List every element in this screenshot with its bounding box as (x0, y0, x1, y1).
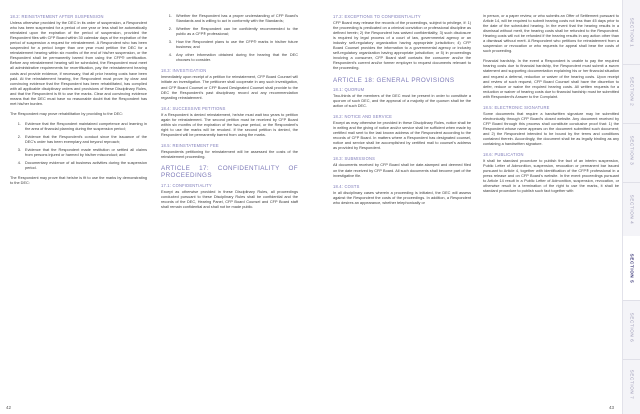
section-notice-service (333, 114, 471, 151)
section-electronic-signature (483, 105, 619, 147)
tab-label: SECTION 6 (629, 312, 634, 342)
section-heading: 18.3: SUBMISSIONS (333, 156, 376, 162)
right-page (320, 0, 640, 414)
numbered-list (10, 122, 147, 171)
section-heading: 18.4: SUCCESSIVE PETITIONS (161, 105, 226, 111)
section-submissions (333, 156, 471, 178)
article-heading: ARTICLE 18: GENERAL PROVISIONS (333, 76, 455, 84)
section-reinstatement-fee (161, 143, 298, 160)
tab-section-5[interactable] (623, 236, 640, 301)
section-heading: 18.3: INVESTIGATION (161, 68, 207, 74)
list-item: 3. How the Respondent plans to use the CFP® marks in his/her future business; and (173, 40, 298, 50)
section-successive-petitions (161, 106, 298, 138)
section-sidebar (622, 0, 640, 414)
paragraph: CFP Board may release the records of the proceedings, subject to privilege, if: 1) the proceeding is predicated on a criminal conviction or professional discipline as defined herein; 2) the Respondent has waived confidentiality; 3) such disclosure is required by legal process of a court of law, governmental agency or an industry self-regulatory organization having appropriate jurisdiction; 4) CFP Board Counsel provides the information to a governmental agency or industry self-regulatory organization having appropriate jurisdiction; or 5) in proceedings involving a consumer, CFP Board staff contacts the consumer and/or the Respondent's current and/or former employer to request documents relevant to the proceeding. (333, 21, 471, 71)
paragraph: Two-thirds of the members of the DEC must be present in order to constitute a quorum of such DEC, and the approval of a majority of the quorum shall be the action of such DEC. (333, 93, 471, 109)
page-number: 43 (608, 405, 614, 410)
tab-label: SECTION 5 (629, 253, 634, 283)
tab-section-6[interactable] (623, 295, 640, 360)
section-heading: 18.5: ELECTRONIC SIGNATURE (483, 104, 550, 110)
section-investigation (161, 68, 298, 100)
numbered-list (161, 14, 298, 63)
section-heading: 18.1: QUORUM (333, 86, 365, 92)
tab-label: SECTION 3 (629, 135, 634, 165)
tab-label: SECTION 2 (629, 76, 634, 106)
section-heading: 18.2: NOTICE AND SERVICE (333, 114, 393, 120)
paragraph: in person, or a paper review, or who submits an Offer of Settlement pursuant to Article 14, will be required to submit hearing costs not less than 45 days prior to the date of the scheduled hearing. In the event that the hearing results in a dismissal without merit, the hearing costs shall be refunded to the Respondent. Hearing costs will not be refunded if the hearing results in any action other than a dismissal without merit. A Respondent who petitions for reinstatement from a suspension or revocation or who requests for appeal shall bear the costs of such proceeding. (483, 14, 619, 54)
section-heading: 18.4: COSTS (333, 183, 360, 189)
paragraph: The Respondent may prove rehabilitation by providing to the DEC: (10, 111, 124, 116)
tab-section-7[interactable] (623, 354, 640, 414)
tab-label: SECTION 1 (629, 17, 634, 47)
list-item: 4. Any other information obtained during the hearing that the DEC chooses to consider. (173, 53, 298, 63)
list-item: 3. Evidence that the Respondent made restitution or settled all claims from persons injured or harmed by his/her misconduct; and (22, 148, 147, 158)
section-publication (483, 152, 619, 194)
list-item: 2. Whether the Respondent can be confidently recommended to the public as a CFP® professional; (173, 27, 298, 37)
paragraph: Unless otherwise provided by the DEC in its order of suspension, a Respondent who has been suspended for a period of one year or less shall be automatically reinstated upon the expiration of the period of suspension, provided the Respondent files with CFP Board within 30 calendar days of the expiration of the period of suspension a request for reinstatement. A Respondent who has been suspended for a period longer than one year must petition the DEC for a reinstatement hearing within six months of the end of his/her suspension, or the Respondent shall be permanently barred from using the CFP® certification. Before any reinstatement hearing will be scheduled, the Respondent must meet all administrative requirements for recertification, pay the reinstatement hearing costs and provide evidence, if necessary, that all prior hearing costs have been paid. At the reinstatement hearing, the Respondent must prove by clear and convincing evidence that the Respondent has been rehabilitated, has complied with all applicable disciplinary orders and provisions of these Disciplinary Rules, and that the Respondent is fit to use the marks. Clear and convincing evidence means that the DEC must have no reasonable doubt that the Respondent has met his/her burden. (10, 21, 147, 106)
tab-section-1[interactable] (623, 0, 640, 65)
left-page-column-1 (10, 14, 147, 191)
paragraph: Immediately upon receipt of a petition for reinstatement, CFP Board Counsel will initiate an investigation. The petitioner shall cooperate in any such investigation, and CFP Board Counsel or CFP Board Designated Counsel shall provide to the DEC the Respondent's past disciplinary record and any recommendation regarding reinstatement. (161, 75, 298, 100)
paragraph: Except as may otherwise be provided in these Disciplinary Rules, notice shall be in writing and the giving of notice and/or service shall be sufficient when made by certified mail sent to the last known address of the Respondent according to the records of CFP Board. In matters where a Respondent has designated counsel, notice and service shall be accomplished by certified mail to counsel's address as provided by Respondent. (333, 121, 471, 151)
list-item: 1. Evidence that the Respondent maintained competence and learning in the area of financial planning during the suspension period; (22, 122, 147, 132)
tab-label: SECTION 4 (629, 194, 634, 224)
paragraph: All documents received by CFP Board shall be date-stamped and deemed filed on the date received by CFP Board. All such documents shall become part of the investigative file. (333, 163, 471, 178)
section-quorum (333, 87, 471, 109)
tab-section-4[interactable] (623, 177, 640, 242)
tab-label: SECTION 7 (629, 369, 634, 399)
list-item: 2. Evidence that the Respondent's conduct since the issuance of the DEC's order has been exemplary and beyond reproach; (22, 135, 147, 145)
right-page-column-2 (483, 14, 619, 200)
tab-section-3[interactable] (623, 118, 640, 183)
page-number: 42 (6, 405, 12, 410)
paragraph: Financial hardship. In the event a Respondent is unable to pay the required hearing costs due to financial hardship, the Respondent must submit a sworn statement and supporting documentation explaining his or her financial situation and request a deferral, reduction or waiver of the hearing costs. Upon receipt and review of such request, CFP Board Counsel shall have the discretion to defer, reduce or waive the required hearing costs. All written requests for a reduction or waiver of hearing costs due to financial hardship must be submitted with Respondent's Answer to the Complaint. (483, 59, 619, 99)
list-item: 4. Documentary evidence of all business activities during the suspension period. (22, 161, 147, 171)
paragraph: Except as otherwise provided in these Disciplinary Rules, all proceedings conducted pursuant to these Disciplinary Rules shall be confidential and the records of the DEC, Hearing Panel, CFP Board Counsel and CFP Board staff shall remain confidential and shall not be made public. (161, 189, 298, 210)
paragraph: It shall be standard procedure to publish the fact of an interim suspension, Public Letter of Admonition, suspension, revocation or permanent bar issued pursuant to Article 4, together with identification of the CFP® professional in a press release and on CFP Board's website. In the event proceedings pursuant to Article 14 result in a Public Letter of Admonition, suspension, revocation, or otherwise result in a termination of the right to use the marks, it shall be standard procedure to publish such fact together with (483, 159, 619, 194)
section-costs (333, 184, 471, 206)
section-heading: 18.2: REINSTATEMENT AFTER SUSPENSION (10, 14, 104, 19)
list-item: 1. Whether the Respondent has a proper understanding of CFP Board's Standards and is willing to act in conformity with the Standards; (173, 14, 298, 24)
paragraph: Some documents that require a handwritten signature may be submitted electronically through CFP Board's closed website. Any document received by CFP Board through this process shall constitute conclusive proof that: 1) the Respondent whose name appears on the document submitted such document; and 2) the Respondent intended to be bound by the terms and conditions contained therein. Accordingly, the document shall be as legally binding as any containing a handwritten signature. (483, 111, 619, 147)
section-heading: 18.6: PUBLICATION (483, 152, 524, 158)
section-heading: 17.1: CONFIDENTIALITY (161, 182, 212, 188)
section-exceptions (333, 14, 471, 72)
right-page-column-1 (333, 14, 471, 211)
tab-section-2[interactable] (623, 59, 640, 124)
left-page-column-2 (161, 14, 298, 215)
paragraph: The Respondent may prove that he/she is fit to use the marks by demonstrating to the DEC: (10, 176, 147, 186)
section-heading: 18.5: REINSTATEMENT FEE (161, 142, 219, 148)
paragraph: Respondents petitioning for reinstatement will be assessed the costs of the reinstatement proceeding. (161, 149, 298, 160)
paragraph: In all disciplinary cases wherein a proceeding is initiated, the DEC will assess against the Respondent the costs of the proceedings. In addition, a Respondent who desires an appearance, whether telephonically or (333, 190, 471, 205)
section-heading: 17.2: EXCEPTIONS TO CONFIDENTIALITY (333, 14, 421, 19)
paragraph: If a Respondent is denied reinstatement, he/she must wait two years to petition again for reinstatement. The second petition must be received by CFP Board within six months of the expiration of the two-year period, or the Respondent's right to use the marks will be revoked. If the second petition is denied, the Respondent will be permanently barred from using the marks. (161, 112, 298, 137)
article-heading: ARTICLE 17: CONFIDENTIALITY OF PROCEEDINGS (161, 165, 298, 180)
section-confidentiality (161, 183, 298, 210)
